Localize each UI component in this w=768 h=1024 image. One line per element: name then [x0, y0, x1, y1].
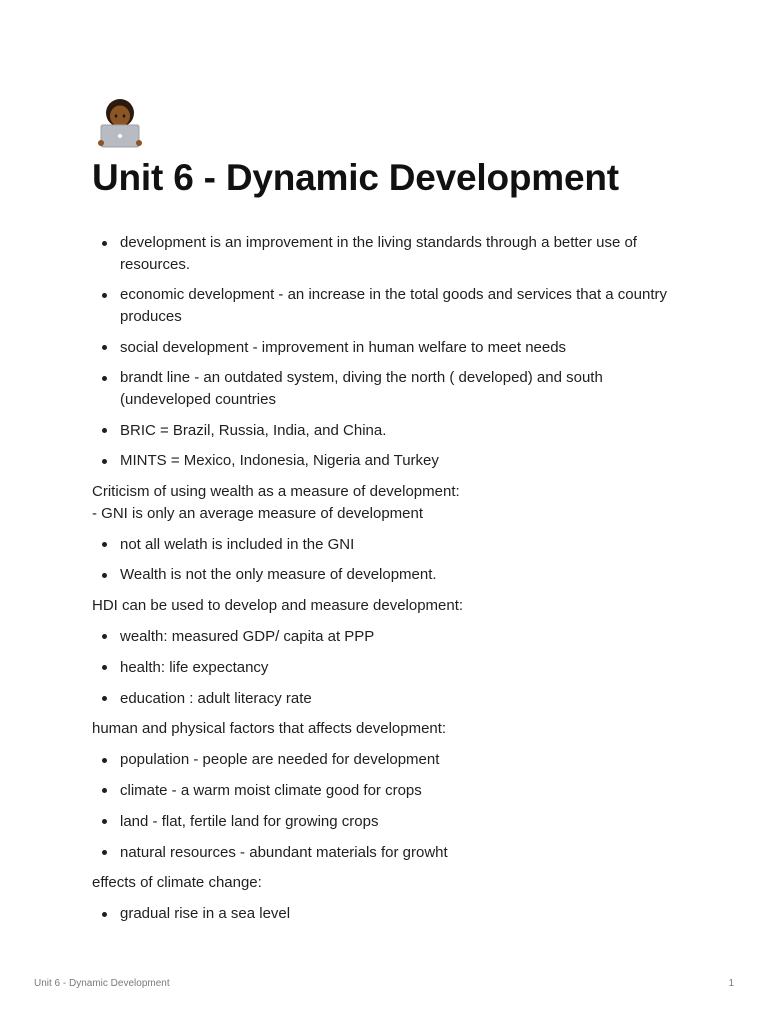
- factors-paragraph: human and physical factors that affects development:: [92, 720, 447, 738]
- criticism-list: [92, 534, 692, 586]
- criticism-gni-line: - GNI is only an average measure of development: [92, 504, 424, 522]
- criticism-heading: Criticism of using wealth as a measure of development:: [92, 483, 460, 501]
- list-item: development is an improvement in the living standards through a better use of resources.: [92, 232, 692, 275]
- definitions-list: [92, 232, 692, 472]
- list-item: gradual rise in a sea level: [92, 903, 692, 925]
- list-item: natural resources - abundant materials for growht: [92, 842, 692, 864]
- footer-title: Unit 6 - Dynamic Development: [34, 978, 170, 989]
- criticism-paragraph: [92, 481, 692, 524]
- list-item: health: life expectancy: [92, 657, 692, 679]
- list-item: MINTS = Mexico, Indonesia, Nigeria and Turkey: [92, 450, 692, 472]
- list-item: climate - a warm moist climate good for crops: [92, 780, 692, 802]
- list-item: BRIC = Brazil, Russia, India, and China.: [92, 420, 692, 442]
- hdi-list: [92, 626, 692, 709]
- list-item: Wealth is not the only measure of development.: [92, 564, 692, 586]
- list-item: wealth: measured GDP/ capita at PPP: [92, 626, 692, 648]
- climate-change-list: [92, 903, 692, 925]
- list-item: education : adult literacy rate: [92, 688, 692, 710]
- list-item: population - people are needed for development: [92, 749, 692, 771]
- list-item: land - flat, fertile land for growing crops: [92, 811, 692, 833]
- document-page: [92, 96, 692, 934]
- list-item: not all welath is included in the GNI: [92, 534, 692, 556]
- list-item: social development - improvement in human welfare to meet needs: [92, 337, 692, 359]
- list-item: brandt line - an outdated system, diving the north ( developed) and south (undeveloped countries: [92, 367, 692, 410]
- technologist-with-laptop-icon: [94, 96, 146, 148]
- page-title: Unit 6 - Dynamic Development: [92, 157, 619, 198]
- hdi-paragraph: HDI can be used to develop and measure development:: [92, 597, 464, 615]
- factors-list: [92, 749, 692, 863]
- page-number: 1: [728, 978, 734, 989]
- list-item: economic development - an increase in the total goods and services that a country produces: [92, 284, 692, 327]
- climate-change-paragraph: effects of climate change:: [92, 874, 262, 892]
- page-footer: [34, 978, 734, 989]
- document-body: [92, 232, 692, 925]
